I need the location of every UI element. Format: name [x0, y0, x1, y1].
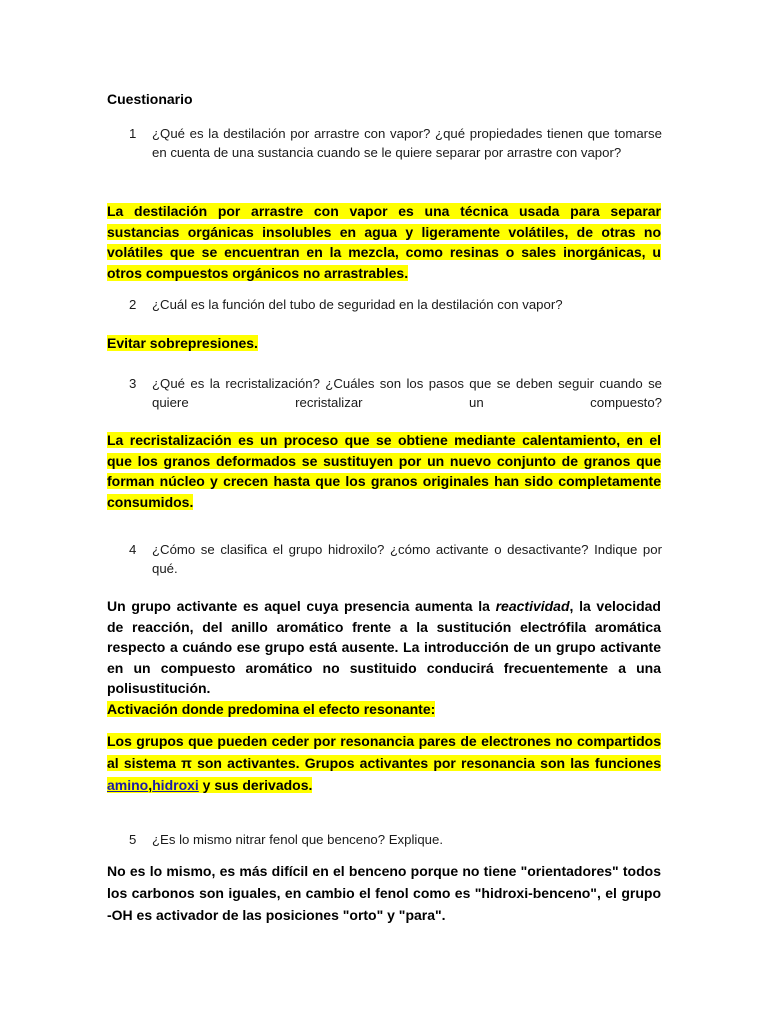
document-title: Cuestionario: [107, 91, 193, 107]
answer-text: Evitar sobrepresiones.: [107, 335, 258, 351]
answer-3: [107, 430, 661, 512]
answer-4: [107, 596, 661, 699]
answer-text: Los grupos que pueden ceder por resonancia pares de electrones no compartidos al sistema π son activantes. Grupos activantes por resonancia son las funciones: [107, 733, 661, 771]
answer-4-block: [107, 730, 661, 796]
separator: ,: [148, 777, 153, 793]
question-2: [107, 295, 662, 314]
question-text: ¿Qué es la recristalización? ¿Cuáles son los pasos que se deben seguir cuando se quiere recristalizar un compuesto?: [152, 376, 662, 410]
question-text: ¿Es lo mismo nitrar fenol que benceno? Explique.: [152, 832, 444, 847]
answer-text: No es lo mismo, es más difícil en el benceno porque no tiene "orientadores" todos los carbonos son iguales, en cambio el fenol como es "hidroxi-benceno", el grupo -OH es activador de las posiciones "orto" y "para".: [107, 863, 661, 923]
answer-text: , la velocidad de reacción, del anillo aromático frente a la sustitución electrófila aromática respecto a cuándo ese grupo está ausente. La introducción de un grupo activante en un compuesto aromático no sustituido conducirá frecuentemente a una polisustitución.: [107, 598, 661, 697]
question-text: ¿Qué es la destilación por arrastre con vapor? ¿qué propiedades tienen que tomarse en cuenta de una sustancia cuando se le quiere separar por arrastre con vapor?: [152, 126, 662, 160]
answer-italic-term: reactividad: [495, 598, 570, 614]
question-5: [107, 830, 662, 849]
answer-5: [107, 860, 661, 926]
answer-text: y sus derivados.: [198, 777, 313, 793]
link-amino[interactable]: amino: [107, 777, 149, 793]
question-4: [107, 540, 662, 578]
answer-text: La destilación por arrastre con vapor es una técnica usada para separar sustancias orgánicas insolubles en agua y ligeramente volátiles, de otras no volátiles que se encuentran en la mezcla, como resinas o sales inorgánicas, u otros compuestos orgánicos no arrastrables.: [107, 203, 661, 281]
question-number: 3: [129, 376, 137, 391]
question-number: 4: [129, 542, 137, 557]
question-number: 2: [129, 297, 137, 312]
answer-block-text: [107, 733, 661, 793]
answer-text: Un grupo activante es aquel cuya presencia aumenta la: [107, 598, 496, 614]
answer-1: [107, 201, 661, 283]
answer-4-heading: [107, 699, 661, 720]
answer-text: La recristalización es un proceso que se obtiene mediante calentamiento, en el que los granos deformados se sustituyen por un nuevo conjunto de granos que forman núcleo y crecen hasta que los granos originales han sido completamente consumidos.: [107, 432, 661, 510]
question-3: [107, 374, 662, 412]
link-hidroxi[interactable]: hidroxi: [152, 777, 199, 793]
answer-heading-text: Activación donde predomina el efecto resonante:: [107, 701, 436, 717]
answer-2: [107, 333, 661, 354]
question-number: 5: [129, 832, 137, 847]
question-text: ¿Cómo se clasifica el grupo hidroxilo? ¿cómo activante o desactivante? Indique por qué.: [152, 542, 662, 576]
question-text: ¿Cuál es la función del tubo de seguridad en la destilación con vapor?: [152, 297, 563, 312]
question-1: [107, 124, 662, 162]
question-number: 1: [129, 126, 137, 141]
